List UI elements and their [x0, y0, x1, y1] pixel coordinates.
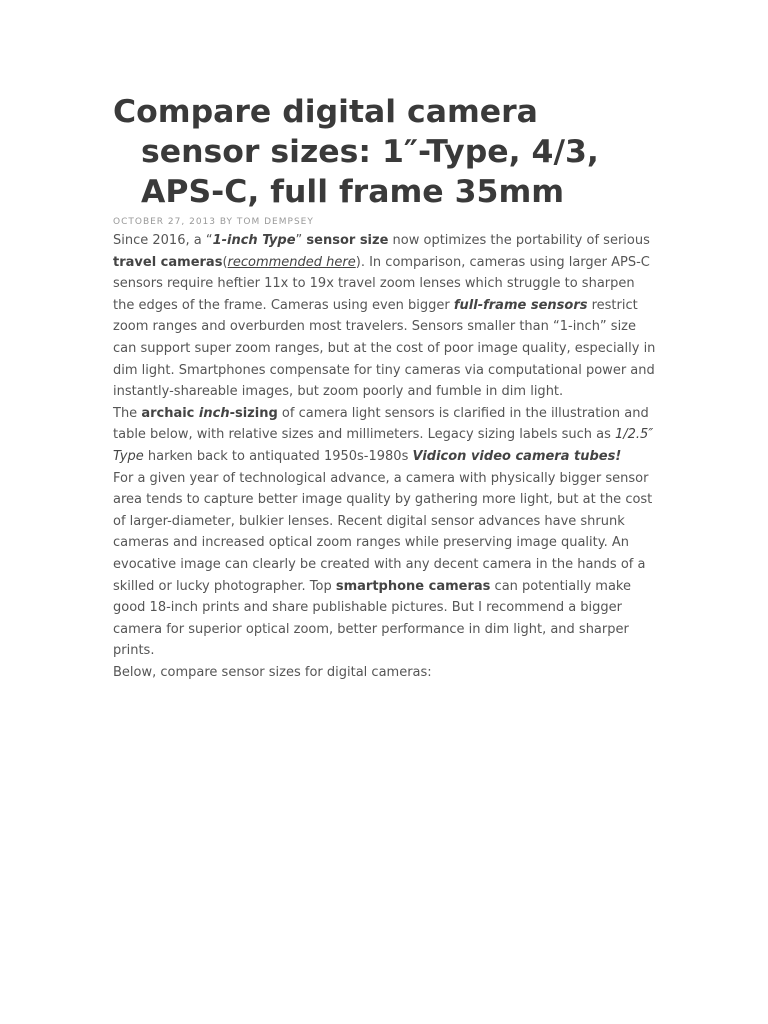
paragraph-inch-sizing	[113, 403, 658, 468]
emphasis-type-label: 1/2.5″ Type	[113, 427, 654, 464]
article	[113, 92, 658, 683]
paragraph-technology	[113, 468, 658, 662]
text: For a given year of technological advance, a camera with physically bigger sensor area tends to capture better image quality by gathering more light, but at the cost of larger-diameter, bulkier lenses. Recent digital sensor advances have shrunk cameras and increased optical zoom ranges while preserving image quality. An evocative image can clearly be created with any decent camera in the hands of a skilled or lucky photographer. Top	[113, 470, 653, 594]
emphasis-1-inch-type: 1-inch Type	[212, 233, 296, 248]
text: restrict zoom ranges and overburden most travelers. Sensors smaller than “1-inch” size can support super zoom ranges, but at the cost of poor image quality, especially in dim light. Smartphones compensate for tiny cameras via computational power and instantly-shareable images, but zoom poorly and fumble in dim light.	[113, 297, 656, 400]
text: The	[113, 405, 142, 421]
author-name[interactable]: TOM DEMPSEY	[236, 217, 314, 227]
text: ”	[295, 233, 307, 248]
post-date[interactable]: OCTOBER 27, 2013	[113, 217, 217, 227]
emphasis-travel-cameras: travel cameras	[113, 254, 223, 270]
text: harken back to antiquated 1950s-1980s	[143, 448, 413, 464]
emphasis-inch: inch	[198, 405, 230, 421]
article-title: Compare digital camera sensor sizes: 1″-Type, 4/3, APS-C, full frame 35mm	[113, 94, 599, 210]
paragraph-intro	[113, 230, 658, 403]
recommended-here-link[interactable]: recommended here	[227, 254, 356, 270]
emphasis-vidicon-tubes: Vidicon video camera tubes!	[412, 448, 622, 464]
text: can potentially make good 18-inch prints and share publishable pictures. But I recommend a bigger camera for superior optical zoom, better performance in dim light, and sharper prints.	[113, 578, 631, 659]
text: (	[222, 254, 228, 270]
paragraph-compare-intro	[113, 662, 658, 684]
text: now optimizes the portability of serious	[388, 233, 650, 248]
emphasis-sizing: -sizing	[229, 405, 278, 421]
text: Below, compare sensor sizes for digital cameras:	[113, 664, 432, 680]
emphasis-full-frame-sensors: full-frame sensors	[453, 297, 588, 313]
text: ). In comparison, cameras using larger APS-C sensors require heftier 11x to 19x travel zoom lenses which struggle to sharpen the edges of the frame. Cameras using even bigger	[113, 254, 650, 313]
text: of camera light sensors is clarified in the illustration and table below, with relative sizes and millimeters. Legacy sizing labels such as	[113, 405, 649, 443]
text: Since 2016, a “	[113, 233, 213, 248]
emphasis-archaic: archaic	[141, 405, 199, 421]
article-meta	[113, 216, 658, 228]
emphasis-sensor-size: sensor size	[306, 233, 389, 248]
emphasis-smartphone-cameras: smartphone cameras	[335, 578, 491, 594]
byline-separator: BY	[216, 217, 237, 227]
